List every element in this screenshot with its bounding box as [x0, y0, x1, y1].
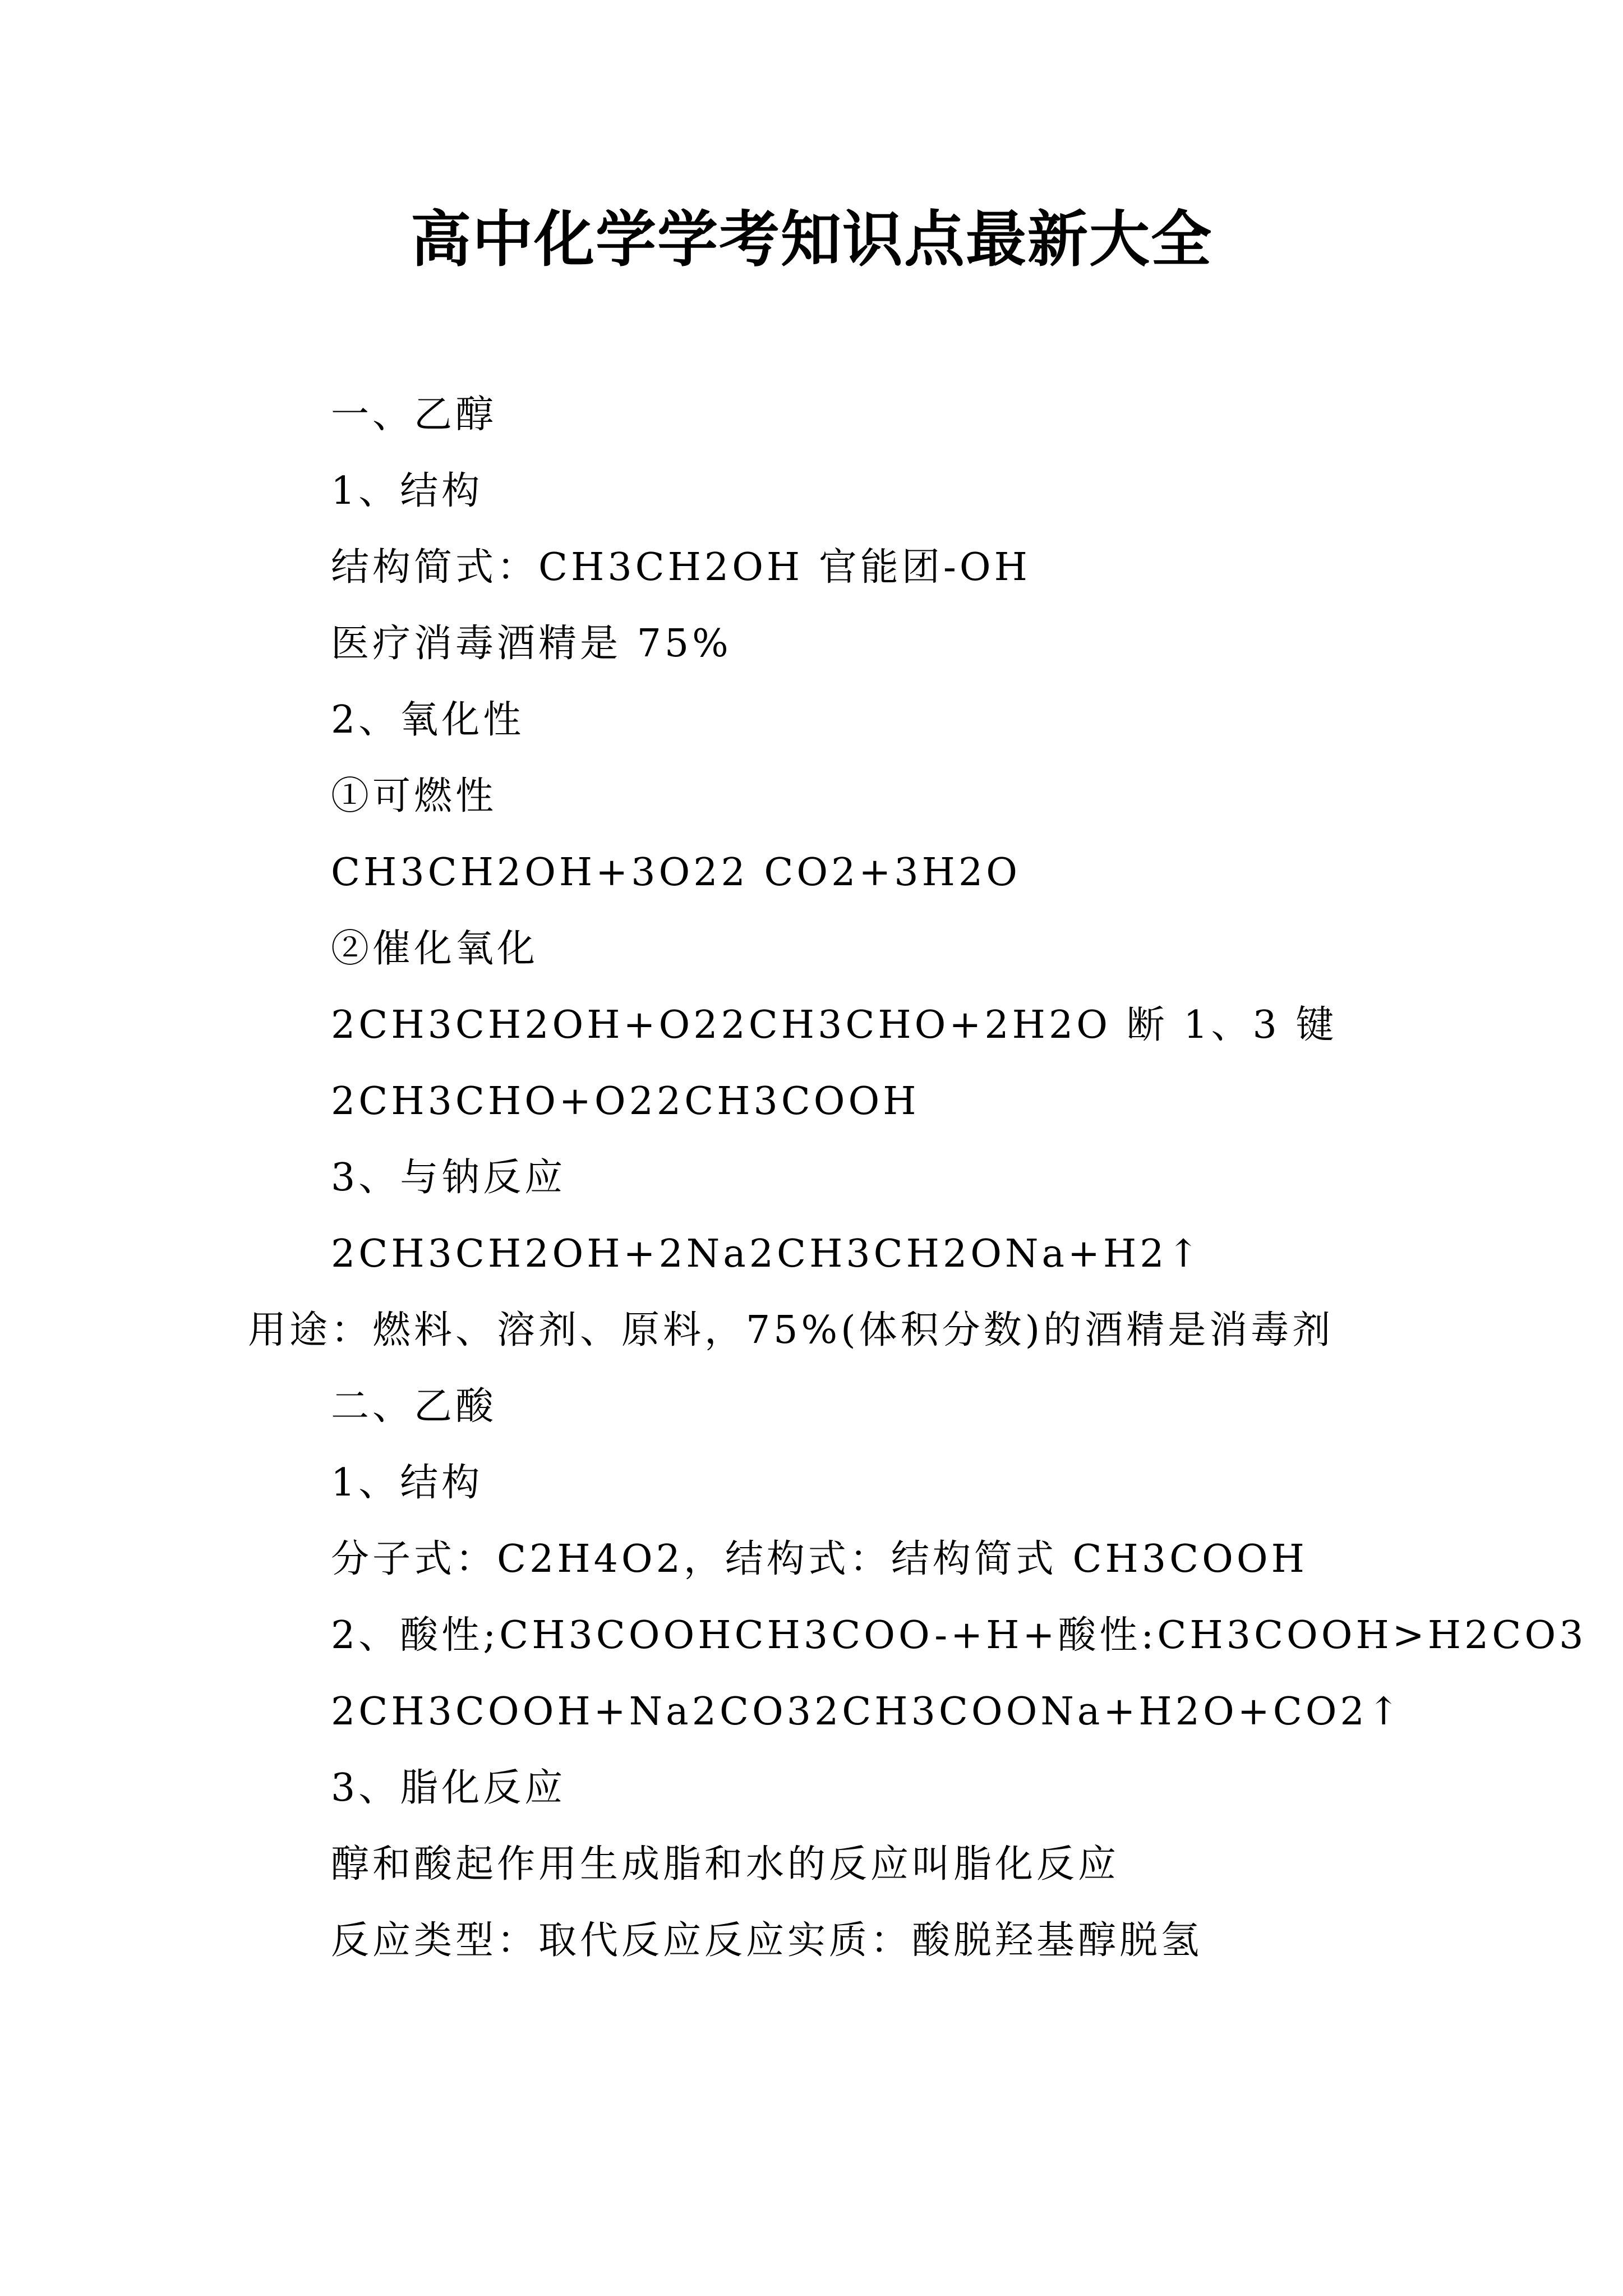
paragraph-line: 结构简式：CH3CH2OH 官能团-OH: [331, 545, 1031, 590]
paragraph-line: 分子式：C2H4O2，结构式：结构简式 CH3COOH: [331, 1537, 1308, 1581]
document-body: [248, 377, 1587, 1979]
subsection-heading: 2、氧化性: [331, 698, 525, 742]
paragraph-line: 用途：燃料、溶剂、原料，75%(体积分数)的酒精是消毒剂: [248, 1308, 1334, 1352]
equation-line: 2CH3CH2OH+2Na2CH3CH2ONa+H2↑: [331, 1232, 1203, 1276]
document-title: 高中化学学考知识点最新大全: [410, 204, 1212, 275]
equation-line: 2CH3CHO+O22CH3COOH: [331, 1079, 920, 1124]
equation-line: CH3CH2OH+3O22 CO2+3H2O: [331, 850, 1021, 895]
equation-line: 2、酸性;CH3COOHCH3COO-+H+酸性:CH3COOH>H2CO3: [331, 1613, 1587, 1658]
section-heading: 一、乙醇: [331, 393, 497, 437]
item-heading: ②催化氧化: [331, 927, 539, 971]
paragraph-line: 醇和酸起作用生成脂和水的反应叫脂化反应: [331, 1842, 1120, 1887]
item-heading: ①可燃性: [331, 774, 497, 818]
paragraph-line: 反应类型：取代反应反应实质：酸脱羟基醇脱氢: [331, 1918, 1203, 1963]
subsection-heading: 3、与钠反应: [331, 1156, 566, 1200]
subsection-heading: 1、结构: [331, 1461, 483, 1505]
equation-line: 2CH3COOH+Na2CO32CH3COONa+H2O+CO2↑: [331, 1690, 1403, 1734]
subsection-heading: 1、结构: [331, 469, 483, 513]
paragraph-line: 医疗消毒酒精是 75%: [331, 622, 732, 666]
subsection-heading: 3、脂化反应: [331, 1766, 566, 1810]
equation-line: 2CH3CH2OH+O22CH3CHO+2H2O 断 1、3 键: [331, 1003, 1338, 1047]
section-heading: 二、乙酸: [331, 1384, 497, 1429]
